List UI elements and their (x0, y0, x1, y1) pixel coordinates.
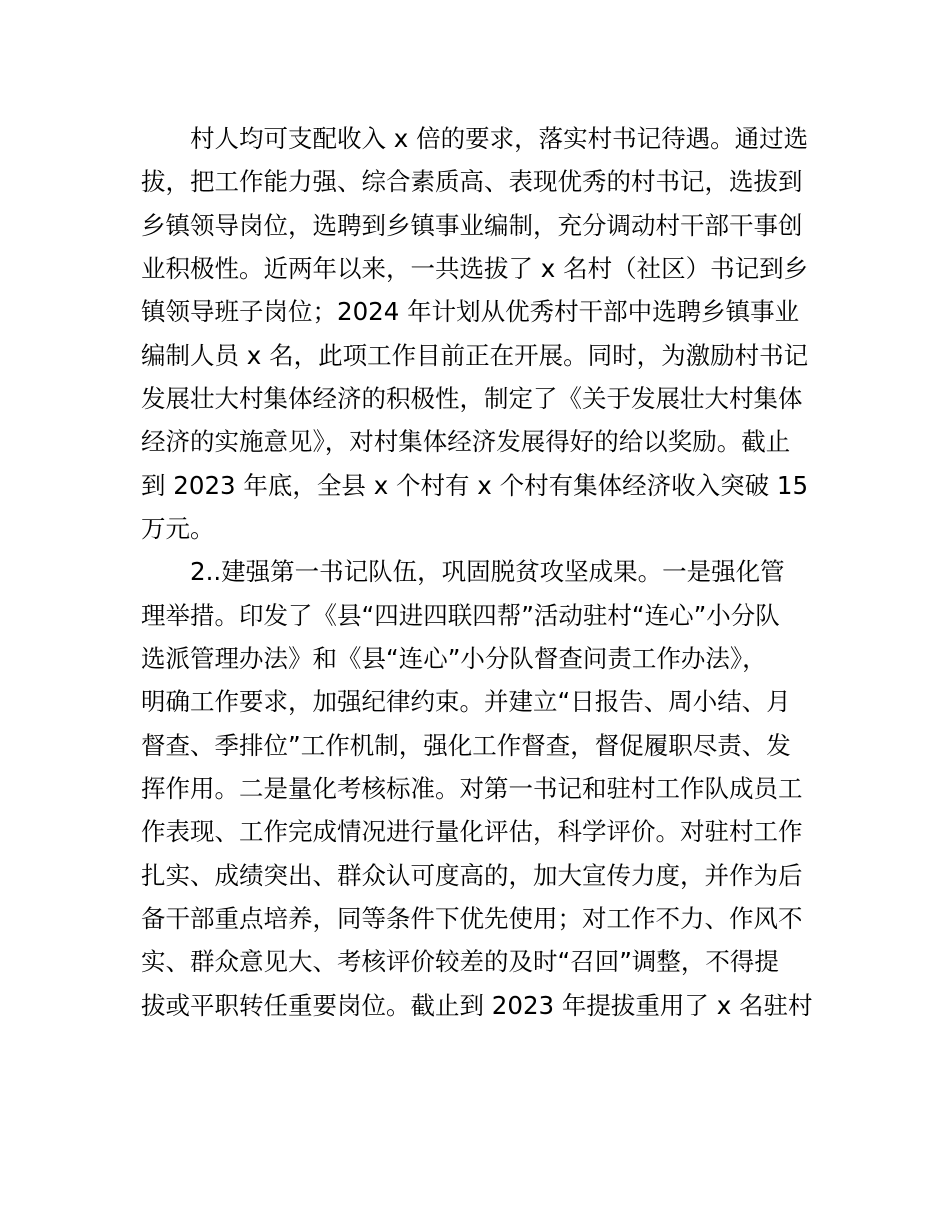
text-line: 经济的实施意见》，对村集体经济发展得好的给以奖励。截止 (141, 427, 791, 456)
text-line: 督查、季排位”工作机制，强化工作督查，督促履职尽责、发 (141, 731, 791, 760)
text-line: 理举措。印发了《县“四进四联四帮”活动驻村“连心”小分队 (141, 601, 780, 630)
text-line: 业积极性。近两年以来，一共选拔了 x 名村（社区）书记到乡 (141, 254, 809, 283)
text-line: 拔，把工作能力强、综合素质高、表现优秀的村书记，选拔到 (141, 167, 803, 196)
text-line: 发展壮大村集体经济的积极性，制定了《关于发展壮大村集体 (141, 384, 803, 413)
text-line: 作表现、工作完成情况进行量化评估，科学评价。对驻村工作 (141, 817, 803, 846)
text-line: 编制人员 x 名，此项工作目前正在开展。同时，为激励村书记 (141, 341, 809, 370)
text-line: 村人均可支配收入 x 倍的要求，落实村书记待遇。通过选 (190, 124, 809, 153)
text-line: 到 2023 年底，全县 x 个村有 x 个村有集体经济收入突破 15 (141, 471, 809, 500)
text-line: 挥作用。二是量化考核标准。对第一书记和驻村工作队成员工 (141, 774, 803, 803)
text-line: 乡镇领导岗位，选聘到乡镇事业编制，充分调动村干部干事创 (141, 211, 803, 240)
text-line: 扎实、成绩突出、群众认可度高的，加大宣传力度，并作为后 (141, 861, 803, 890)
text-line: 实、群众意见大、考核评价较差的及时“召回”调整，不得提 (141, 947, 779, 976)
text-line: 万元。 (141, 514, 215, 543)
text-line: 镇领导班子岗位；2024 年计划从优秀村干部中选聘乡镇事业 (141, 297, 800, 326)
text-line: 拔或平职转任重要岗位。截止到 2023 年提拔重用了 x 名驻村 (141, 991, 813, 1020)
text-line: 明确工作要求，加强纪律约束。并建立“日报告、周小结、月 (141, 687, 791, 716)
text-line: 选派管理办法》和《县“连心”小分队督查问责工作办法》， (141, 644, 767, 673)
text-line: 2..建强第一书记队伍，巩固脱贫攻坚成果。一是强化管 (190, 557, 785, 586)
text-line: 备干部重点培养，同等条件下优先使用；对工作不力、作风不 (141, 904, 803, 933)
